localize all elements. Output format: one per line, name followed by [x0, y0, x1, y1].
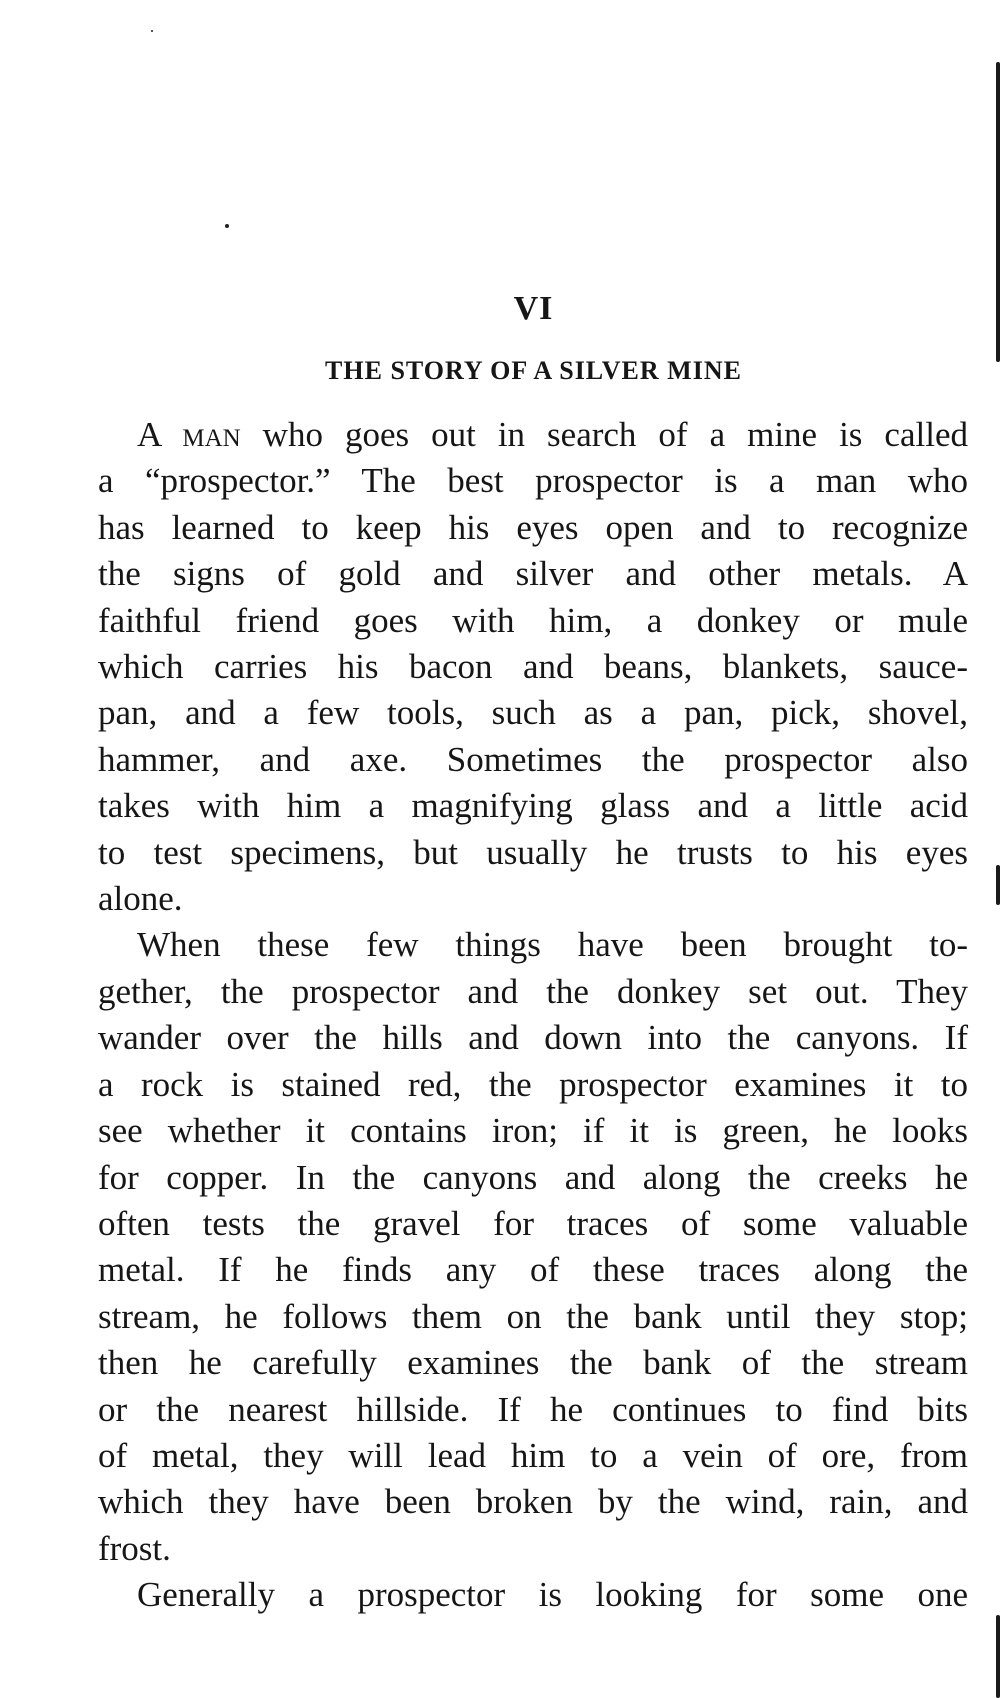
- text-line: which they have been broken by the wind, rain, and: [98, 1482, 968, 1522]
- text-line: A man who goes out in search of a mine is called: [137, 415, 968, 454]
- paragraph-2: [98, 922, 968, 1572]
- scan-speck: [151, 30, 153, 32]
- text-line: often tests the gravel for traces of some valuable: [98, 1203, 968, 1243]
- text-line: faithful friend goes with him, a donkey or mule: [98, 600, 968, 640]
- scan-edge-mark: [996, 62, 1000, 362]
- chapter-number: VI: [513, 290, 554, 327]
- text-line: frost.: [98, 1528, 171, 1568]
- text-line: or the nearest hillside. If he continues to find bits: [98, 1389, 968, 1429]
- text-line: pan, and a few tools, such as a pan, pick, shovel,: [98, 693, 968, 733]
- text-line: stream, he follows them on the bank until they stop;: [98, 1296, 968, 1336]
- text-line: a rock is stained red, the prospector examines it to: [98, 1064, 968, 1104]
- text-line: gether, the prospector and the donkey set out. They: [98, 971, 968, 1011]
- text-line: see whether it contains iron; if it is green, he looks: [98, 1111, 968, 1151]
- text-line: the signs of gold and silver and other metals. A: [98, 554, 968, 594]
- text-line: then he carefully examines the bank of the stream: [98, 1343, 968, 1383]
- text-line: has learned to keep his eyes open and to recognize: [98, 507, 968, 547]
- text-line: a “prospector.” The best prospector is a man who: [98, 461, 968, 501]
- text-line: metal. If he finds any of these traces along the: [98, 1250, 968, 1290]
- text-line: for copper. In the canyons and along the creeks he: [98, 1157, 968, 1197]
- text-line: alone.: [98, 879, 183, 919]
- text-line: Generally a prospector is looking for some one: [137, 1575, 968, 1615]
- scan-speck: [225, 224, 229, 228]
- text-line: When these few things have been brought to-: [137, 925, 968, 965]
- scan-edge-mark: [996, 865, 1000, 905]
- paragraph-1: [98, 412, 968, 922]
- text-line: hammer, and axe. Sometimes the prospector also: [98, 739, 968, 779]
- text-line: to test specimens, but usually he trusts to his eyes: [98, 832, 968, 872]
- text-line: wander over the hills and down into the canyons. If: [98, 1018, 968, 1058]
- chapter-body: [98, 412, 968, 1619]
- chapter-title: THE STORY OF A SILVER MINE: [325, 356, 742, 385]
- scan-edge-mark: [996, 1615, 1000, 1698]
- text-line: of metal, they will lead him to a vein of ore, from: [98, 1435, 968, 1475]
- small-caps-word: man: [182, 415, 241, 454]
- text-line: which carries his bacon and beans, blankets, sauce-: [98, 647, 968, 687]
- text-line: takes with him a magnifying glass and a little acid: [98, 786, 968, 826]
- paragraph-3: [98, 1572, 968, 1618]
